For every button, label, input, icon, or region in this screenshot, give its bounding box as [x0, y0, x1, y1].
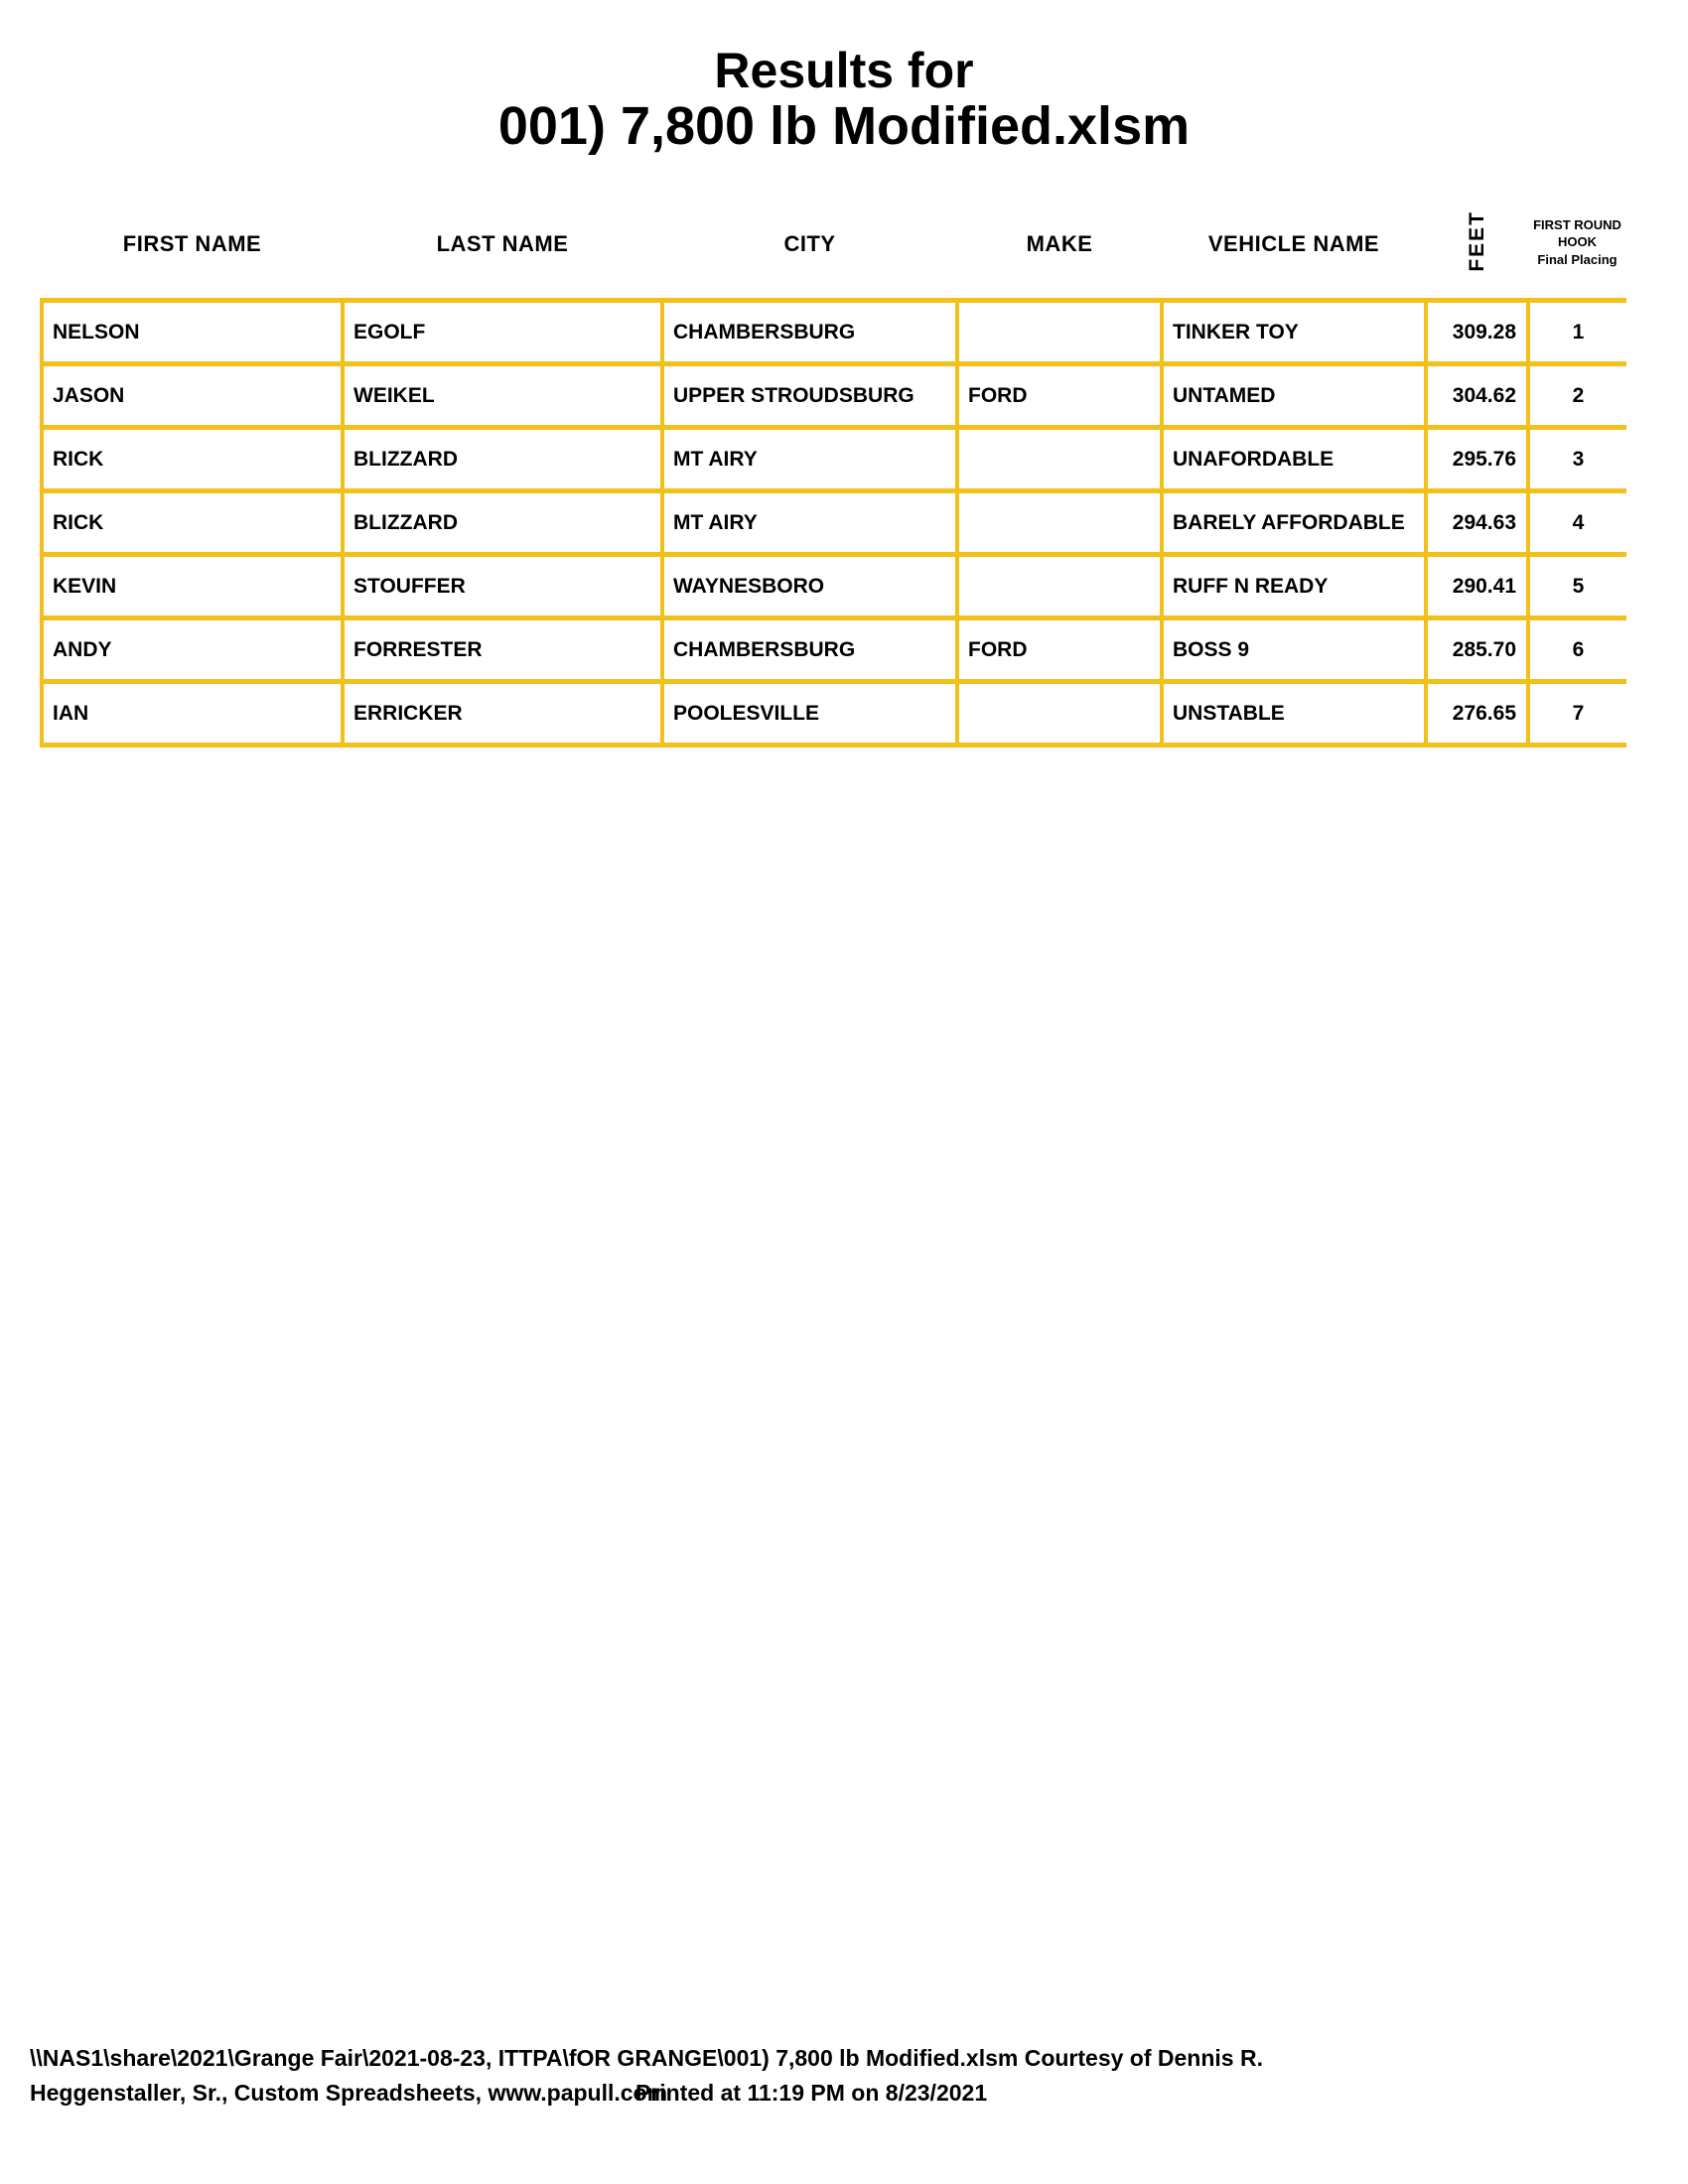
cell-vehicle-name: BARELY AFFORDABLE: [1162, 491, 1426, 555]
table-row: [42, 491, 1626, 555]
column-header-first-name: FIRST NAME: [122, 231, 262, 256]
cell-last-name: WEIKEL: [343, 364, 662, 428]
cell-city: WAYNESBORO: [662, 555, 957, 618]
cell-vehicle-name: UNSTABLE: [1162, 682, 1426, 746]
column-header-vehicle-name: VEHICLE NAME: [1207, 231, 1380, 256]
feet-vertical-label: FEET: [1466, 210, 1488, 272]
table-row: [42, 364, 1626, 428]
cell-make: [957, 301, 1162, 364]
cell-last-name: STOUFFER: [343, 555, 662, 618]
hook-header-line1: FIRST ROUND: [1533, 216, 1621, 232]
cell-first-name: KEVIN: [42, 555, 343, 618]
page-title: Results for: [714, 43, 974, 98]
cell-final-placing: 3: [1528, 428, 1626, 491]
cell-vehicle-name: UNTAMED: [1162, 364, 1426, 428]
table-row: [42, 301, 1626, 364]
cell-last-name: ERRICKER: [343, 682, 662, 746]
cell-final-placing: 1: [1528, 301, 1626, 364]
table-row: [42, 555, 1626, 618]
cell-vehicle-name: BOSS 9: [1162, 618, 1426, 682]
hook-header-line2: HOOK: [1558, 234, 1597, 250]
column-header-city: CITY: [783, 231, 836, 256]
cell-feet: 294.63: [1426, 491, 1528, 555]
cell-final-placing: 5: [1528, 555, 1626, 618]
cell-vehicle-name: TINKER TOY: [1162, 301, 1426, 364]
cell-final-placing: 4: [1528, 491, 1626, 555]
cell-first-name: ANDY: [42, 618, 343, 682]
cell-vehicle-name: RUFF N READY: [1162, 555, 1426, 618]
table-header-row: [42, 197, 1626, 301]
cell-last-name: FORRESTER: [343, 618, 662, 682]
cell-make: [957, 491, 1162, 555]
table-row: [42, 618, 1626, 682]
column-header-first-round-hook: [1528, 197, 1626, 301]
cell-city: UPPER STROUDSBURG: [662, 364, 957, 428]
cell-last-name: BLIZZARD: [343, 428, 662, 491]
cell-feet: 295.76: [1426, 428, 1528, 491]
results-table: [40, 197, 1626, 748]
cell-city: CHAMBERSBURG: [662, 301, 957, 364]
cell-city: POOLESVILLE: [662, 682, 957, 746]
hook-header-line3: Final Placing: [1537, 251, 1618, 267]
cell-first-name: NELSON: [42, 301, 343, 364]
footer-credit: Heggenstaller, Sr., Custom Spreadsheets, www.papull.com: [30, 2080, 668, 2106]
column-header-last-name: LAST NAME: [436, 231, 569, 256]
cell-feet: 309.28: [1426, 301, 1528, 364]
cell-final-placing: 7: [1528, 682, 1626, 746]
footer-file-path: \\NAS1\share\2021\Grange Fair\2021-08-23, ITTPA\fOR GRANGE\001) 7,800 lb Modified.xlsm Courtesy of Dennis R.: [30, 2045, 1263, 2071]
column-header-feet: [1426, 197, 1528, 301]
cell-vehicle-name: UNAFORDABLE: [1162, 428, 1426, 491]
cell-first-name: IAN: [42, 682, 343, 746]
cell-feet: 285.70: [1426, 618, 1528, 682]
cell-last-name: EGOLF: [343, 301, 662, 364]
column-header-make: MAKE: [1026, 231, 1093, 256]
page-subtitle-filename: 001) 7,800 lb Modified.xlsm: [497, 96, 1191, 156]
cell-make: FORD: [957, 618, 1162, 682]
footer-line2: [30, 2076, 1678, 2111]
page-footer: [30, 2041, 1678, 2111]
cell-city: MT AIRY: [662, 491, 957, 555]
cell-city: CHAMBERSBURG: [662, 618, 957, 682]
cell-feet: 276.65: [1426, 682, 1528, 746]
cell-feet: 304.62: [1426, 364, 1528, 428]
cell-first-name: RICK: [42, 491, 343, 555]
cell-make: [957, 555, 1162, 618]
cell-last-name: BLIZZARD: [343, 491, 662, 555]
cell-make: [957, 428, 1162, 491]
cell-make: [957, 682, 1162, 746]
table-row: [42, 428, 1626, 491]
cell-first-name: JASON: [42, 364, 343, 428]
cell-feet: 290.41: [1426, 555, 1528, 618]
footer-printed-timestamp: Printed at 11:19 PM on 8/23/2021: [635, 2080, 988, 2106]
cell-first-name: RICK: [42, 428, 343, 491]
cell-make: FORD: [957, 364, 1162, 428]
cell-city: MT AIRY: [662, 428, 957, 491]
cell-final-placing: 2: [1528, 364, 1626, 428]
cell-final-placing: 6: [1528, 618, 1626, 682]
table-row: [42, 682, 1626, 746]
